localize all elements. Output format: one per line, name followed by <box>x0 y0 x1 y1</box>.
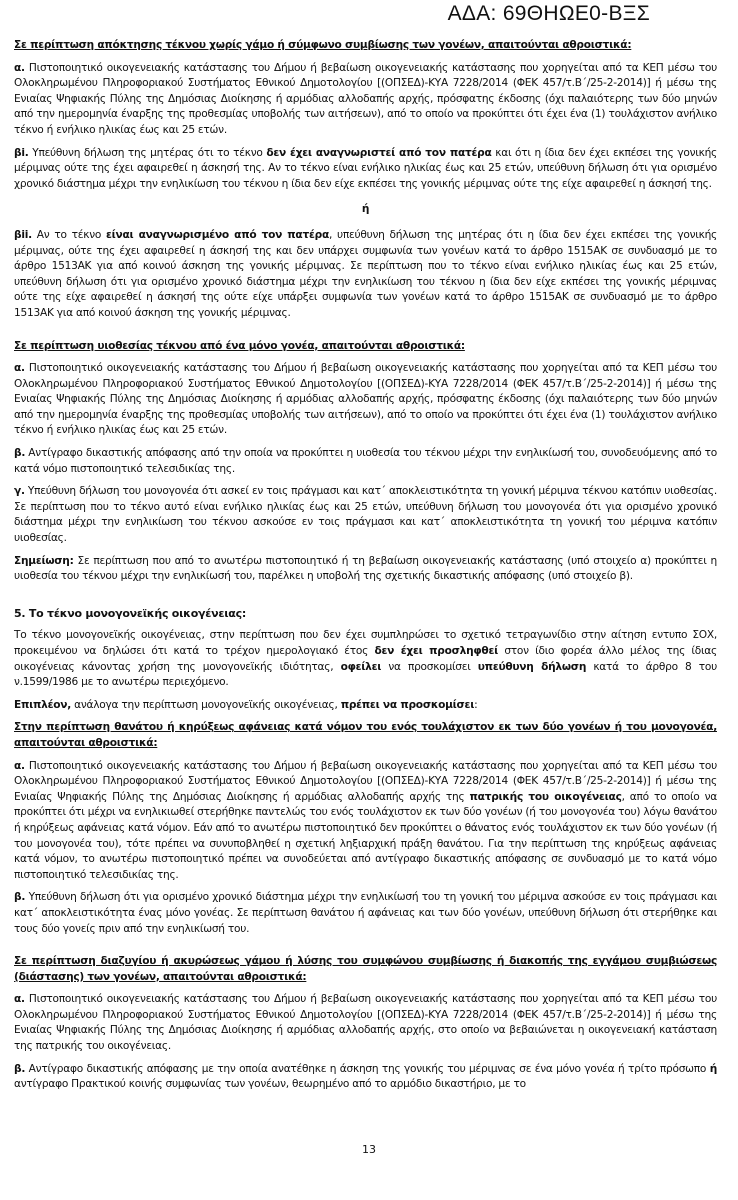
section-heading-single-parent-family: 5. Το τέκνο μονογονεϊκής οικογένειας: <box>14 606 246 620</box>
item-label: α. <box>14 993 25 1006</box>
item-emphasis: πατρικής του οικογένειας <box>469 790 622 803</box>
document-page <box>14 38 717 1100</box>
paragraph-s5-a <box>14 992 717 1054</box>
item-emphasis: δεν έχει αναγνωριστεί από τον πατέρα <box>266 146 492 159</box>
item-text: : <box>474 698 478 711</box>
item-text: Πιστοποιητικό οικογενειακής κατάστασης του Δήμου ή βεβαίωση οικογενειακής κατάστασης που χορηγείται από τα ΚΕΠ μέσω του Ολοκληρωμένου Πληροφοριακού Συστήματος Εθνικού Δημοτολογίου [(ΟΠΣΕΔ)-ΚΥΑ 7228/2014 (ΦΕΚ 457/τ.Β΄/25-2-2014)] ή μέσω της Ενιαίας Ψηφιακής Πύλης της Δημόσιας Διοίκησης ή αρμόδιας αλλοδαπής αρχής, στο οποίο να βεβαιώνεται η οικογενειακή κατάσταση της πατρικής του οικογένειας. <box>14 993 717 1053</box>
section-heading-death-or-absence: Στην περίπτωση θανάτου ή κηρύξεως αφάνειας κατά νόμον του ενός τουλάχιστον εκ των δύο γονέων ή του μονογονέα, απαιτούνται αθροιστικά: <box>14 721 717 749</box>
paragraph-s3-p2 <box>14 698 717 714</box>
section-heading-divorce: Σε περίπτωση διαζυγίου ή ακυρώσεως γάμου ή λύσης του συμφώνου συμβίωσης ή διακοπής της εγγάμου συμβιώσεως (διάστασης) των γονέων, απαιτούνται αθροιστικά: <box>14 955 717 983</box>
ada-document-id: ΑΔΑ: 69ΘΗΩΕ0-ΒΞΣ <box>447 2 650 25</box>
paragraph-s1-bi <box>14 146 717 193</box>
item-text: Το τέκνο μονογονεϊκής οικογένειας, στην περίπτωση που δεν έχει συμπληρώσει το σχετικό τετραγωνίδιο στην αίτηση εντυπο ΣΟΧ, προκειμένου να δηλώσει ότι κατά το τρέχον ημερολογιακό έτος <box>14 629 717 657</box>
item-text: Υπεύθυνη δήλωση ότι για ορισμένο χρονικό διάστημα μέχρι την ενηλικίωσή του τη γονική του μέριμνα ασκούσε εν τοις πράγμασι και κατ΄ αποκλειστικότητα ένας μόνο γονέας. Σε περίπτωση θανάτου ή αφάνειας και των δύο γονέων, υπεύθυνη δήλωση ότι στερήθηκε και τους δύο γονείς πριν από την ενηλικίωσή του. <box>14 891 717 935</box>
page-number: 13 <box>362 1143 376 1156</box>
paragraph-s4-a <box>14 759 717 884</box>
item-emphasis: δεν έχει προσληφθεί <box>374 645 498 657</box>
item-text: Πιστοποιητικό οικογενειακής κατάστασης του Δήμου ή βεβαίωση οικογενειακής κατάστασης που χορηγείται από τα ΚΕΠ μέσω του Ολοκληρωμένου Πληροφοριακού Συστήματος Εθνικού Δημοτολογίου [(ΟΠΣΕΔ)-ΚΥΑ 7228/2014 (ΦΕΚ 457/τ.Β΄/25-2-2014)] ή μέσω της Ενιαίας Ψηφιακής Πύλης της Δημόσιας Διοίκησης ή αρμόδιας αλλοδαπής αρχής, πρόσφατης έκδοσης (όχι παλαιότερης των δύο μηνών από την ημερομηνία έναρξης της προθεσμίας υποβολής των αιτήσεων), από το οποίο να προκύπτει ότι έχει ένα (1) τουλάχιστον ανήλικο τέκνο ή ενήλικο ηλικίας έως και 25 ετών. <box>14 362 717 437</box>
section-heading-birth-without-marriage: Σε περίπτωση απόκτησης τέκνου χωρίς γάμο ή σύμφωνο συμβίωσης των γονέων, απαιτούνται αθροιστικά: <box>14 39 632 51</box>
item-text: Αντίγραφο δικαστικής απόφασης από την οποία να προκύπτει η υιοθεσία του τέκνου μέχρι την ενηλικίωσή του, συνοδευόμενης από το κατά νόμο πιστοποιητικό τελεσιδικίας της. <box>14 447 717 475</box>
item-emphasis: οφείλει <box>340 660 382 673</box>
item-text: Πιστοποιητικό οικογενειακής κατάστασης του Δήμου ή βεβαίωση οικογενειακής κατάστασης που χορηγείται από τα ΚΕΠ μέσω του Ολοκληρωμένου Πληροφοριακού Συστήματος Εθνικού Δημοτολογίου [(ΟΠΣΕΔ)-ΚΥΑ 7228/2014 (ΦΕΚ 457/τ.Β΄/25-2-2014)] ή μέσω της Ενιαίας Ψηφιακής Πύλης της Δημόσιας Διοίκησης ή αρμόδιας αλλοδαπής αρχής, πρόσφατης έκδοσης (όχι παλαιότερης των δύο μηνών από την ημερομηνία έναρξης της προθεσμίας υποβολής των αιτήσεων), από το οποίο να προκύπτει ότι έχει ένα (1) τουλάχιστον ανήλικο τέκνο ή ενήλικο ηλικίας έως και 25 ετών. <box>14 61 717 136</box>
paragraph-s1-bii <box>14 228 717 322</box>
item-text: και ότι η ίδια δεν έχει εκπέσει της γονικής μέριμνας ούτε της έχει αφαιρεθεί η άσκησή της. Αν το τέκνο είναι ενήλικο ηλικίας έως και 25 ετών, υπεύθυνη δήλωση ότι για ορισμένο χρονικό διάστημα μέχρι την ενηλικίωση του τέκνου η ίδια δεν είχε εκπέσει της γονικής μέριμνας ούτε της είχε αφαιρεθεί η άσκησή της. <box>14 146 718 190</box>
paragraph-s2-b <box>14 446 717 477</box>
paragraph-s2-note <box>14 554 717 585</box>
item-emphasis: υπεύθυνη δήλωση <box>477 660 587 673</box>
section-heading-adoption: Σε περίπτωση υιοθεσίας τέκνου από ένα μόνο γονέα, απαιτούνται αθροιστικά: <box>14 339 465 352</box>
item-label: α. <box>14 61 25 74</box>
or-separator: ή <box>361 203 370 216</box>
item-text: , υπεύθυνη δήλωση της μητέρας ότι η ίδια δεν έχει εκπέσει της γονικής μέριμνας, ούτε της έχει αφαιρεθεί η άσκησή της και δεν υπάρχει συμφωνία των γονέων κατά το άρθρο 1515ΑΚ σε συνδυασμό με το άρθρο 1513ΑΚ για από κοινού άσκηση της γονικής μέριμνας. Σε περίπτωση που το τέκνο είναι ενήλικο ηλικίας έως και 25 ετών, υπεύθυνη δήλωση ότι για ορισμένο χρονικό διάστημα μέχρι την ενηλικίωση του τέκνου η ίδια δεν είχε εκπέσει της γονικής μέριμνας ούτε της είχε αφαιρεθεί η άσκησή της ούτε είχε υπάρξει συμφωνία των γονέων κατά το άρθρο 1515ΑΚ σε συνδυασμό με το άρθρο 1513ΑΚ για από κοινού άσκηση της γονικής μέριμνας. <box>14 228 717 319</box>
item-emphasis: ή <box>709 1062 717 1075</box>
item-emphasis: πρέπει να προσκομίσει <box>340 698 475 711</box>
paragraph-s5-b <box>14 1062 717 1093</box>
paragraph-s3-p1 <box>14 628 717 690</box>
item-text: Αντίγραφο δικαστικής απόφασης με την οποία ανατέθηκε η άσκηση της γονικής του μέριμνας σε ένα μόνο γονέα ή τρίτο πρόσωπο <box>25 1062 710 1075</box>
item-label: α. <box>14 759 25 772</box>
item-text: Πιστοποιητικό οικογενειακής κατάστασης του Δήμου ή βεβαίωση οικογενειακής κατάστασης που χορηγείται από τα ΚΕΠ μέσω του Ολοκληρωμένου Πληροφοριακού Συστήματος Εθνικού Δημοτολογίου [(ΟΠΣΕΔ)-ΚΥΑ 7228/2014 (ΦΕΚ 457/τ.Β΄/25-2-2014)] ή μέσω της Ενιαίας Ψηφιακής Πύλης της Δημόσιας Διοίκησης ή αρμόδιας αλλοδαπής αρχής της <box>14 759 717 803</box>
item-label: β. <box>14 447 26 460</box>
paragraph-s2-c <box>14 484 717 546</box>
item-label: β. <box>14 1062 26 1075</box>
item-label: βii. <box>14 228 32 241</box>
item-text: στον ίδιο φορέα άλλο μέλος της ίδιας οικογένειας κάνοντας χρήση της μονογονεϊκής ιδιότητας, <box>14 645 717 673</box>
paragraph-s1-a <box>14 61 717 139</box>
item-label: α. <box>14 362 25 375</box>
item-emphasis: Επιπλέον, <box>14 698 71 711</box>
item-label: β. <box>14 891 26 904</box>
item-text: ανάλογα την περίπτωση μονογονεϊκής οικογένειας, <box>71 698 341 711</box>
item-label: γ. <box>14 485 25 498</box>
item-text: κατά το άρθρο 8 του ν.1599/1986 με το ανωτέρω περιεχόμενο. <box>14 660 717 689</box>
note-text: Σε περίπτωση που από το ανωτέρω πιστοποιητικό ή τη βεβαίωση οικογενειακής κατάστασης (υπό στοιχείο α) προκύπτει η υιοθεσία του τέκνου μέχρι την ενηλικίωσή του, παρέλκει η υποβολή της σχετικής δικαστικής απόφασης (υπό στοιχείο β). <box>14 554 717 583</box>
item-label: βi. <box>14 146 29 159</box>
item-text: Αν το τέκνο <box>31 228 107 241</box>
item-text: αντίγραφο Πρακτικού κοινής συμφωνίας των γονέων, θεωρημένο από το αρμόδιο δικαστήριο, με το <box>14 1078 526 1091</box>
item-text: , από το οποίο να προκύπτει ότι μέχρι να ενηλικιωθεί στερήθηκε παντελώς του ενός τουλάχιστον εκ των δύο γονέων (ή του μονογονέα του) λόγω θανάτου ή κηρύξεως αφάνειας κατά νόμον. Εάν από το ανωτέρω πιστοποιητικό δεν προκύπτει ο θάνατος ενός τουλάχιστον εκ των δύο γονέων (ή του μονογονέα του), τότε πρέπει να συνυποβληθεί η σχετική ληξιαρχική πράξη θανάτου. Για την περίπτωση της κηρύξεως αφάνειας κατά νόμον, το ανωτέρω πιστοποιητικό πρέπει να συνοδεύεται από αντίγραφο δικαστικής απόφασης σε συνδυασμό με το κατά νόμο πιστοποιητικό τελεσιδικίας της. <box>14 790 718 881</box>
note-label: Σημείωση: <box>14 554 74 567</box>
item-text: Υπεύθυνη δήλωση της μητέρας ότι το τέκνο <box>28 146 267 159</box>
item-text: Υπεύθυνη δήλωση του μονογονέα ότι ασκεί εν τοις πράγμασι και κατ΄ αποκλειστικότητα τη γονική μέριμνα τέκνου κατόπιν υιοθεσίας. Σε περίπτωση που το τέκνο αυτό είναι ενήλικο ηλικίας έως και 25 ετών, υπεύθυνη δήλωση του μονογονέα ότι για ορισμένο χρονικό διάστημα μέχρι την ενηλικίωση του τέκνου ασκούσε εν τοις πράγμασι και κατ΄ αποκλειστικότητα τη γονική του μέριμνα κατόπιν υιοθεσίας. <box>14 485 717 545</box>
item-text: να προσκομίσει <box>381 660 478 673</box>
paragraph-s4-b <box>14 890 717 937</box>
paragraph-s2-a <box>14 361 717 439</box>
item-emphasis: είναι αναγνωρισμένο από τον πατέρα <box>106 228 329 241</box>
